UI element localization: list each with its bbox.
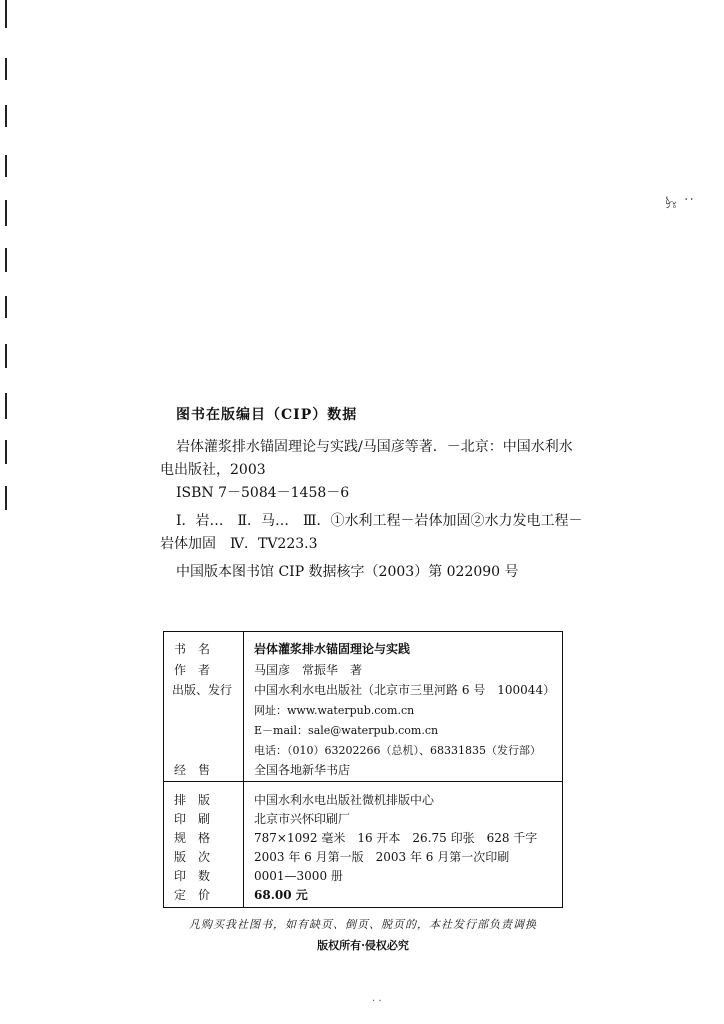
scan-mark — [5, 155, 7, 177]
scan-mark — [5, 200, 7, 226]
cip-number: 中国版本图书馆 CIP 数据核字（2003）第 022090 号 — [176, 564, 519, 580]
scan-mark — [5, 58, 7, 80]
row-value: E－mail：sale@waterpub.com.cn — [254, 724, 439, 737]
row-label: 规 格 — [174, 831, 211, 845]
cip-classification-line1: Ⅰ．岩… Ⅱ．马… Ⅲ．①水利工程－岩体加固②水力发电工程－ — [176, 513, 583, 529]
table-row — [164, 681, 562, 699]
row-value: 马国彦 常振华 著 — [254, 663, 363, 677]
scan-speck: · · — [372, 996, 382, 1007]
row-value: 68.00 元 — [254, 888, 308, 902]
scan-mark — [5, 105, 7, 127]
row-label: 定 价 — [174, 888, 211, 902]
return-policy-note: 凡购买我社图书，如有缺页、倒页、脱页的，本社发行部负责调换 — [189, 918, 537, 931]
publication-info-table — [163, 631, 563, 908]
row-value: 2003 年 6 月第一版 2003 年 6 月第一次印刷 — [254, 850, 510, 864]
row-value: 网址：www.waterpub.com.cn — [254, 704, 415, 717]
cip-heading: 图书在版编目（CIP）数据 — [176, 407, 358, 423]
row-label: 经 售 — [174, 763, 211, 777]
table-row — [164, 867, 562, 885]
cip-record-line2: 电出版社，2003 — [160, 462, 266, 478]
scan-mark — [5, 344, 7, 368]
row-value: 岩体灌浆排水锚固理论与实践 — [254, 642, 411, 656]
scan-mark — [5, 393, 7, 419]
table-row — [164, 702, 562, 720]
edge-glyph: ：ぷ — [662, 196, 696, 210]
row-value: 北京市兴怀印刷厂 — [254, 812, 351, 826]
row-label: 排 版 — [174, 793, 211, 807]
table-row — [164, 791, 562, 809]
table-row — [164, 810, 562, 828]
row-value: 电话：（010）63202266（总机）、68331835（发行部） — [254, 744, 541, 757]
row-value: 0001—3000 册 — [254, 869, 343, 883]
row-label: 作 者 — [174, 663, 211, 677]
row-value: 中国水利水电出版社（北京市三里河路 6 号 100044） — [254, 683, 556, 697]
scan-mark — [5, 486, 7, 510]
table-divider-horizontal — [164, 781, 562, 782]
table-row — [164, 761, 562, 779]
scan-mark — [5, 296, 7, 318]
table-row — [164, 886, 562, 904]
scan-mark — [5, 440, 7, 464]
row-label: 印 数 — [174, 869, 211, 883]
scan-mark — [5, 248, 7, 272]
cip-record-line1: 岩体灌浆排水锚固理论与实践/马国彦等著．－北京：中国水利水 — [176, 439, 573, 455]
row-value: 全国各地新华书店 — [254, 763, 351, 777]
table-row — [164, 742, 562, 760]
table-row — [164, 661, 562, 679]
cip-classification-line2: 岩体加固 Ⅳ．TV223.3 — [160, 536, 318, 552]
table-row — [164, 848, 562, 866]
row-label: 出版、发行 — [172, 683, 233, 697]
table-row — [164, 829, 562, 847]
row-label: 印 刷 — [174, 812, 211, 826]
scan-mark — [5, 0, 7, 28]
cip-isbn: ISBN 7－5084－1458－6 — [176, 485, 350, 501]
table-row — [164, 640, 562, 658]
row-value: 中国水利水电出版社微机排版中心 — [254, 793, 435, 807]
row-label: 版 次 — [174, 850, 211, 864]
row-label: 书 名 — [174, 642, 211, 656]
row-value: 787×1092 毫米 16 开本 26.75 印张 628 千字 — [254, 831, 538, 845]
table-row — [164, 722, 562, 740]
copyright-notice: 版权所有·侵权必究 — [317, 939, 409, 952]
